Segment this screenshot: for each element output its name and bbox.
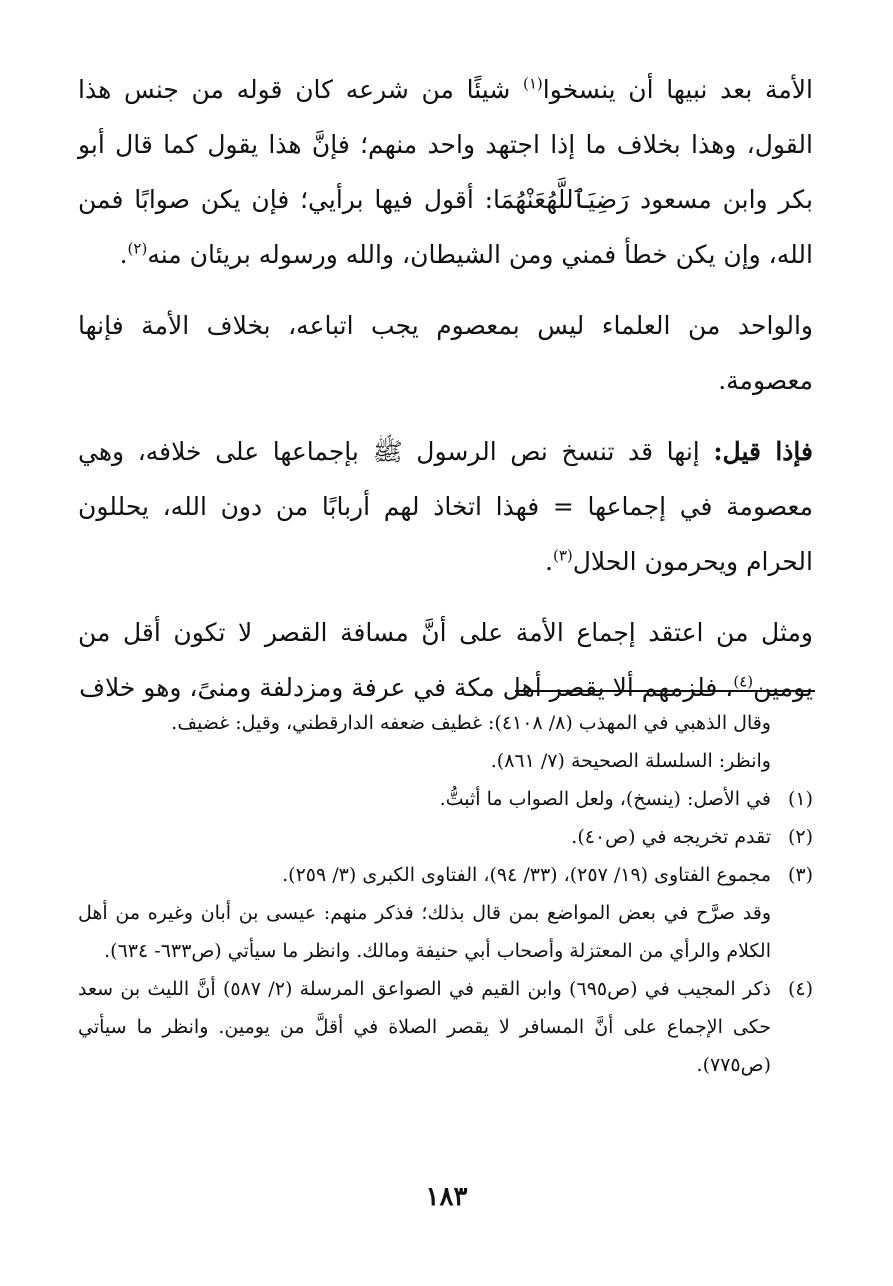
footnote-4	[78, 970, 813, 1084]
footnote-2-number: (٢)	[787, 826, 813, 848]
footnote-ref-2: (٢)	[127, 239, 148, 258]
footnote-1	[78, 780, 813, 818]
paragraph-3-text-b: .	[545, 547, 553, 576]
paragraph-2: والواحد من العلماء ليس بمعصوم يجب اتباعه، بخلاف الأمة فإنها معصومة.	[78, 311, 813, 395]
paragraph-4	[78, 605, 813, 715]
footnote-ref-1: (١)	[523, 74, 543, 93]
paragraph-1-text-b: شيئًا من شرعه كان قوله من جنس هذا القول، وهذا بخلاف ما إذا اجتهد واحد منهم؛ فإنَّ هذا يقول كما قال أبو بكر وابن مسعود رَضِيَٱللَّهُعَنْهُمَا: أقول فيها برأيي؛ فإن يكن صوابًا فمن الله، وإن يكن خطأ فمني ومن الشيطان، والله ورسوله بريئان منه	[78, 75, 813, 269]
footnote-continuation-2: وانظر: السلسلة الصحيحة (٧/ ٨٦١).	[490, 750, 771, 772]
page-number: ١٨٣	[425, 1182, 468, 1212]
footnote-continuation-1: وقال الذهبي في المهذب (٨/ ٤١٠٨): غطيف ضعفه الدارقطني، وقيل: غضيف.	[171, 712, 771, 734]
paragraph-3	[78, 424, 813, 589]
footnote-ref-3: (٣)	[552, 546, 573, 565]
footnote-3	[78, 856, 813, 894]
footnote-3-extra: وقد صرَّح في بعض المواضع بمن قال بذلك؛ فذكر منهم: عيسى بن أبان وغيره من أهل الكلام والرأي من المعتزلة وأصحاب أبي حنيفة ومالك. وانظر ما سيأتي (ص٦٣٣- ٦٣٤).	[78, 902, 771, 962]
footnote-3-text: مجموع الفتاوى (١٩/ ٢٥٧)، (٣٣/ ٩٤)، الفتاوى الكبرى (٣/ ٢٥٩).	[282, 864, 771, 886]
paragraph-1	[78, 62, 813, 282]
paragraph-1-text-a: الأمة بعد نبيها أن ينسخوا	[542, 75, 813, 104]
paragraph-4-text-b: ، فلزمهم ألا يقصر أهل مكة في عرفة ومزدلفة ومنىً، وهو خلاف	[79, 673, 734, 702]
main-text	[78, 62, 813, 715]
footnote-4-number: (٤)	[787, 978, 813, 1000]
footnote-ref-4: (٤)	[733, 672, 754, 691]
footnote-1-text: في الأصل: (ينسخ)، ولعل الصواب ما أثبتُّ.	[439, 788, 771, 810]
footnote-2	[78, 818, 813, 856]
paragraph-1-text-c: .	[119, 240, 128, 269]
footnote-divider	[515, 690, 815, 692]
footnotes	[78, 704, 813, 1084]
paragraph-3-lead: فإذا قيل:	[713, 437, 813, 466]
footnote-4-text: ذكر المجيب في (ص٦٩٥) وابن القيم في الصواعق المرسلة (٢/ ٥٨٧) أنَّ الليث بن سعد حكى الإجماع على أنَّ المسافر لا يقصر الصلاة في أقلَّ من يومين. وانظر ما سيأتي (ص٧٧٥).	[78, 978, 771, 1076]
paragraph-4-text-a: ومثل من اعتقد إجماع الأمة على أنَّ مسافة القصر لا تكون أقل من يومين	[78, 618, 813, 702]
paragraph-3-text-a: إنها قد تنسخ نص الرسول ﷺ بإجماعها على خلافه، وهي معصومة في إجماعها = فهذا اتخاذ لهم أربابًا من دون الله، يحللون الحرام ويحرمون الحلال	[78, 437, 813, 576]
footnote-2-text: تقدم تخريجه في (ص٤٠).	[571, 826, 771, 848]
footnote-1-number: (١)	[787, 788, 813, 810]
footnote-3-number: (٣)	[787, 864, 813, 886]
